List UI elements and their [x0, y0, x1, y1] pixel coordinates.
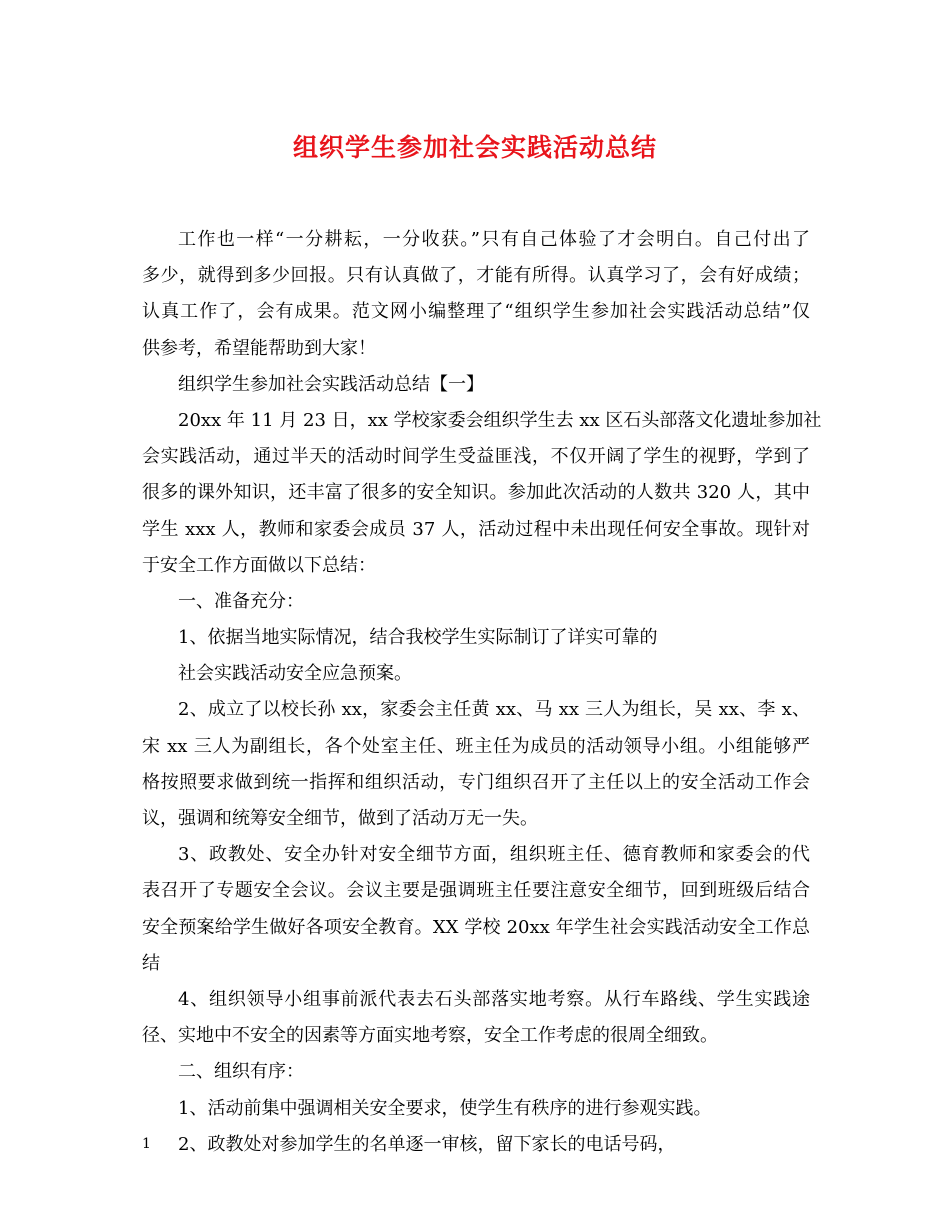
text-line: 1、活动前集中强调相关安全要求，使学生有秩序的进行参观实践。 [178, 1097, 712, 1119]
text-line: 供参考，希望能帮助到大家！ [142, 337, 376, 359]
text-line: 2、政教处对参加学生的名单逐一审核，留下家长的电话号码， [178, 1133, 676, 1155]
section-heading: 组织学生参加社会实践活动总结【一】 [178, 373, 484, 395]
document-title: 组织学生参加社会实践活动总结 [292, 133, 657, 162]
subheading: 二、组织有序： [178, 1061, 304, 1083]
text-line: 结 [142, 952, 160, 974]
text-line: 2、成立了以校长孙 xx，家委会主任黄 xx、马 xx 三人为组长，吴 xx、李 x、 [178, 699, 810, 721]
text-line: 表召开了专题安全会议。会议主要是强调班主任要注意安全细节，回到班级后结合 [142, 880, 810, 902]
text-line: 于安全工作方面做以下总结： [142, 554, 376, 576]
text-line: 认真工作了，会有成果。范文网小编整理了“组织学生参加社会实践活动总结”仅 [142, 301, 810, 323]
document-body [142, 222, 822, 1163]
text-line: 安全预案给学生做好各项安全教育。XX 学校 20xx 年学生社会实践活动安全工作总 [142, 916, 810, 938]
subheading: 一、准备充分： [178, 590, 304, 612]
text-line: 学生 xxx 人，教师和家委会成员 37 人，活动过程中未出现任何安全事故。现针对 [142, 518, 810, 540]
text-line: 径、实地中不安全的因素等方面实地考察，安全工作考虑的很周全细致。 [142, 1025, 718, 1047]
text-line: 会实践活动，通过半天的活动时间学生受益匪浅，不仅开阔了学生的视野，学到了 [142, 446, 810, 468]
text-line: 很多的课外知识，还丰富了很多的安全知识。参加此次活动的人数共 320 人，其中 [142, 482, 810, 504]
text-line: 20xx 年 11 月 23 日，xx 学校家委会组织学生去 xx 区石头部落文化遗址参加社 [178, 409, 822, 431]
text-line: 多少，就得到多少回报。只有认真做了，才能有所得。认真学习了，会有好成绩； [142, 265, 810, 287]
text-line: 4、组织领导小组事前派代表去石头部落实地考察。从行车路线、学生实践途 [178, 988, 810, 1010]
text-line: 宋 xx 三人为副组长，各个处室主任、班主任为成员的活动领导小组。小组能够严 [142, 735, 810, 757]
text-line: 议，强调和统筹安全细节，做到了活动万无一失。 [142, 808, 538, 829]
page-number: 1 [142, 1136, 151, 1152]
text-line: 1、依据当地实际情况，结合我校学生实际制订了详实可靠的 [178, 627, 658, 649]
text-line: 社会实践活动安全应急预案。 [178, 663, 412, 685]
text-line: 3、政教处、安全办针对安全细节方面，组织班主任、德育教师和家委会的代 [178, 844, 810, 866]
text-line: 格按照要求做到统一指挥和组织活动，专门组织召开了主任以上的安全活动工作会 [142, 771, 810, 793]
text-line: 工作也一样“一分耕耘，一分收获。”只有自己体验了才会明白。自己付出了 [178, 229, 810, 250]
